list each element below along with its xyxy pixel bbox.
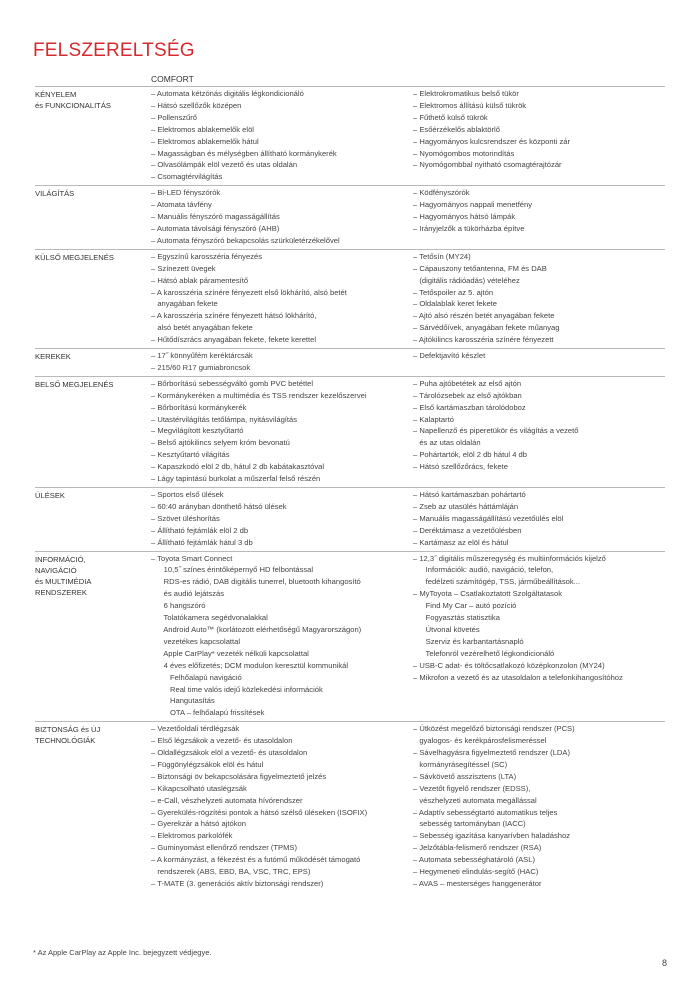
feature-item: – Deréktámasz a vezetőülésben: [413, 525, 522, 535]
grade-label: COMFORT: [151, 74, 194, 84]
feature-item: Apple CarPlay* vezeték nélküli kapcsolattal: [151, 648, 309, 658]
feature-item: 6 hangszóró: [151, 601, 206, 611]
feature-item: – Ajtókilincs karosszéria színére fényezett: [413, 335, 554, 345]
feature-column-right: [413, 723, 665, 890]
feature-item: – Hagyományos nappali menetfény: [413, 200, 533, 210]
feature-item: – Pohártartók, elöl 2 db hátul 4 db: [413, 450, 527, 460]
feature-item: – Hátsó kartámaszban pohártartó: [413, 490, 526, 499]
feature-column-right: [413, 553, 665, 720]
feature-item: – Esőérzékelős ablaktörlő: [413, 124, 500, 134]
feature-item: fedélzeti számítógép, TSS, járműbeállítások...: [413, 577, 580, 587]
feature-column-right: [413, 378, 665, 485]
feature-item: – T-MATE (3. generációs aktív biztonsági rendszer): [151, 879, 324, 888]
feature-item: – Oldalablak keret fekete: [413, 299, 498, 309]
feature-item: – Kesztyűtartó világítás: [151, 450, 230, 460]
feature-item: – 17˝ könnyűfém keréktárcsák: [151, 351, 253, 361]
feature-column-left: [151, 350, 413, 374]
feature-item: rendszerek (ABS, EBD, BA, VSC, TRC, EPS): [151, 867, 311, 877]
feature-item: – A karosszéria színére fényezett első lökhárító, alsó betét: [151, 287, 347, 297]
feature-item: 10,5˝ színes érintőképernyő HD felbontással: [151, 565, 314, 575]
feature-column-left: [151, 251, 413, 346]
feature-item: – Bőrborítású kormánykerék: [151, 402, 247, 412]
feature-item: Fogyasztás statisztika: [413, 613, 500, 623]
feature-item: – Kartámasz az elöl és hátul: [413, 537, 509, 547]
feature-item: – Belső ajtókilincs selyem króm bevonatú: [151, 438, 290, 448]
section-row: [35, 86, 665, 185]
feature-item: – Guminyomást ellenőrző rendszer (TPMS): [151, 843, 298, 853]
feature-column-right: [413, 88, 665, 183]
feature-item: – Sávelhagyásra figyelmeztető rendszer (LDA): [413, 748, 571, 758]
section-category: KEREKEK: [35, 352, 71, 362]
feature-item: – Színezett üvegek: [151, 263, 216, 273]
feature-item: – Hátsó szellőzőrács, fekete: [413, 462, 508, 472]
feature-item: 4 éves előfizetés; DCM modulon keresztül kommunikál: [151, 660, 349, 670]
feature-item: – Első kartámaszban tárolódoboz: [413, 402, 526, 412]
feature-item: – Függönylégzsákok elöl és hátul: [151, 759, 264, 769]
section-category: INFORMÁCIÓ, NAVIGÁCIÓ és MULTIMÉDIA RENDSZEREK: [35, 554, 92, 597]
feature-item: – Elektromos parkolófék: [151, 831, 233, 841]
feature-item: – Napellenző és piperetükör és világítás a vezető: [413, 426, 579, 436]
feature-item: – Ajtó alsó részén betét anyagában fekete: [413, 311, 555, 321]
feature-item: – Oldallégzsákok elöl a vezető- és utasoldalon: [151, 748, 308, 758]
page-number: 8: [661, 958, 667, 968]
feature-item: – Nyomógombbal nyitható csomagtérajtózár: [413, 160, 562, 170]
feature-item: – Állítható fejtámlák elöl 2 db: [151, 525, 249, 535]
feature-item: – Ködfényszórók: [413, 188, 470, 198]
feature-item: – Tetősín (MY24): [413, 251, 471, 261]
feature-item: alsó betét anyagában fekete: [151, 323, 253, 333]
feature-item: – 215/60 R17 gumiabroncsok: [151, 362, 251, 372]
feature-column-left: [151, 723, 413, 890]
feature-item: Útvonal követés: [413, 624, 480, 634]
feature-item: – Elektrokromatikus belső tükör: [413, 89, 519, 98]
feature-item: és az utas oldalán: [413, 438, 481, 448]
feature-item: OTA – felhőalapú frissítések: [151, 708, 265, 718]
feature-item: anyagában fekete: [151, 299, 218, 309]
feature-item: – Jelzőtábla-felismerő rendszer (RSA): [413, 843, 542, 853]
feature-item: RDS-es rádió, DAB digitális tunerrel, bluetooth kihangosító: [151, 577, 361, 587]
feature-item: – Vezetőoldali térdlégzsák: [151, 724, 240, 734]
feature-item: – Csomagtérvilágítás: [151, 172, 223, 182]
feature-column-left: [151, 489, 413, 549]
feature-item: – Hátsó szellőzők középen: [151, 100, 242, 110]
feature-item: – 60:40 arányban dönthető hátsó ülések: [151, 501, 287, 511]
feature-item: – Hegymeneti elindulás-segítő (HAC): [413, 867, 539, 877]
feature-column-left: [151, 187, 413, 247]
feature-item: Real time valós idejű közlekedési információk: [151, 684, 323, 694]
feature-item: – MyToyota – Csatlakoztatott Szolgáltatasok: [413, 589, 562, 599]
feature-item: Hangutasítás: [151, 696, 215, 706]
equipment-table: [35, 86, 665, 892]
feature-item: – Elektromos ablakemelők hátul: [151, 136, 259, 146]
section-category: KÉNYELEM és FUNKCIONALITÁS: [35, 90, 111, 110]
feature-item: Információk: audió, navigáció, telefon,: [413, 565, 554, 575]
feature-column-left: [151, 553, 413, 720]
section-row: [35, 551, 665, 722]
section-category: BIZTONSÁG és ÚJ TECHNOLÓGIÁK: [35, 725, 101, 746]
feature-item: – Magasságban és mélységben állítható kormánykerék: [151, 148, 337, 158]
feature-item: – Biztonsági öv bekapcsolására figyelmeztető jelzés: [151, 771, 327, 781]
feature-item: – Elektromos ablakemelők elöl: [151, 124, 254, 134]
feature-item: – Lágy tapintású burkolat a műszerfal felső részén: [151, 474, 321, 484]
feature-item: – Manuális fényszóró magasságállítás: [151, 212, 280, 222]
feature-item: – Olvasólámpák elöl vezető és utas oldalán: [151, 160, 298, 170]
feature-column-right: [413, 489, 665, 549]
feature-item: – Sebesség igazítása kanyarívben haladáshoz: [413, 831, 571, 841]
feature-item: – Tárolózsebek az első ajtókban: [413, 390, 522, 400]
feature-item: – Szövet üléshorítás: [151, 513, 220, 523]
feature-item: – USB-C adat- és töltőcsatlakozó középkonzolon (MY24): [413, 660, 605, 670]
feature-item: – Automata fényszóró bekapcsolás szürkületérzékelővel: [151, 235, 340, 245]
feature-item: – 12,3˝ digitális műszeregység és multiinformációs kijelző: [413, 553, 606, 563]
feature-item: kormányrásegítéssel (SC): [413, 759, 508, 769]
feature-item: – Hátsó ablak páramentesítő: [151, 275, 249, 285]
feature-item: – Atomata távfény: [151, 200, 212, 210]
feature-item: – Manuális magasságállítású vezetőülés elöl: [413, 513, 564, 523]
feature-item: – Bi-LED fényszórók: [151, 188, 221, 198]
feature-item: – AVAS – mesterséges hanggenerátor: [413, 879, 542, 888]
section-row: [35, 721, 665, 892]
feature-item: Tolatókamera segédvonalakkal: [151, 613, 268, 623]
feature-item: – Pollenszűrő: [151, 112, 198, 122]
feature-item: – Mikrofon a vezető és az utasoldalon a telefonkihangosítóhoz: [413, 672, 623, 682]
feature-column-right: [413, 350, 665, 374]
feature-item: – Vezetőt figyelő rendszer (EDSS),: [413, 783, 531, 793]
feature-item: Felhőalapú navigáció: [151, 672, 242, 682]
feature-item: (digitális rádióadás) vételéhez: [413, 275, 520, 285]
feature-item: – Bőrborítású sebességváltó gomb PVC betéttel: [151, 378, 314, 388]
feature-item: sebesség tartományban (IACC): [413, 819, 526, 829]
feature-column-left: [151, 378, 413, 485]
feature-item: – Utastérvilágítás tetőlámpa, nyitásvilágítás: [151, 414, 298, 424]
section-row: [35, 376, 665, 487]
feature-item: Szerviz és karbantartásnapló: [413, 636, 524, 646]
footnote: * Az Apple CarPlay az Apple Inc. bejegyzett védjegye.: [33, 948, 212, 957]
feature-item: Telefonról vezérelhető légkondicionáló: [413, 648, 555, 658]
feature-item: – Toyota Smart Connect: [151, 553, 233, 563]
feature-item: – Megvilágított kesztyűtartó: [151, 426, 244, 436]
feature-column-right: [413, 251, 665, 346]
feature-item: – Tetőspoiler az 5. ajtón: [413, 287, 494, 297]
feature-item: vezetékes kapcsolattal: [151, 636, 241, 646]
section-row: [35, 487, 665, 551]
section-category: BELSŐ MEGJELENÉS: [35, 379, 114, 389]
feature-item: – Kalaptartó: [413, 414, 454, 424]
feature-item: – Automata sebességhatároló (ASL): [413, 855, 535, 865]
section-category: KÜLSŐ MEGJELENÉS: [35, 252, 114, 262]
feature-item: – Sárvédőívek, anyagában fekete műanyag: [413, 323, 560, 333]
feature-item: – A kormányzást, a fékezést és a futómű működését támogató: [151, 855, 361, 865]
section-category: VILÁGÍTÁS: [35, 189, 75, 199]
feature-item: – Első légzsákok a vezető- és utasoldalon: [151, 736, 293, 746]
feature-item: – Puha ajtóbetétek az első ajtón: [413, 378, 522, 388]
feature-item: – Gyerekzár a hátsó ajtókon: [151, 819, 246, 829]
feature-item: – Hűtődíszrács anyagában fekete, fekete kerettel: [151, 335, 317, 345]
feature-item: – Automata kétzónás digitális légkondicionáló: [151, 89, 304, 98]
feature-item: – Hagyományos hátsó lámpák: [413, 212, 516, 222]
feature-item: – Állítható fejtámlák hátul 3 db: [151, 537, 253, 547]
section-category: ÜLÉSEK: [35, 491, 65, 500]
section-row: [35, 348, 665, 376]
feature-item: – Sávkövető asszisztens (LTA): [413, 771, 517, 781]
feature-item: és audió lejátszás: [151, 589, 225, 599]
feature-column-right: [413, 187, 665, 247]
section-row: [35, 249, 665, 348]
feature-item: – Hagyományos kulcsrendszer és központi zár: [413, 136, 571, 146]
feature-item: vészhelyzeti automata megállással: [413, 795, 537, 805]
feature-item: – Kormánykeréken a multimédia és TSS rendszer kezelőszervei: [151, 390, 367, 400]
feature-item: – Irányjelzők a tükörházba építve: [413, 223, 525, 233]
feature-item: – Cápauszony tetőantenna, FM és DAB: [413, 263, 547, 273]
page-title: FELSZERELTSÉG: [33, 40, 195, 61]
feature-item: – Automata távolsági fényszóró (AHB): [151, 223, 280, 233]
feature-item: – Fűthető külső tükrök: [413, 112, 488, 122]
feature-item: – Kapaszkodó elöl 2 db, hátul 2 db kabátakasztóval: [151, 462, 325, 472]
feature-item: gyalogos- és kerékpárosfelismeréssel: [413, 736, 547, 746]
feature-column-left: [151, 88, 413, 183]
feature-item: Android Auto™ (korlátozott elérhetőségű Magyarországon): [151, 624, 362, 634]
feature-item: – Egyszínű karosszéria fényezés: [151, 251, 263, 261]
feature-item: – e-Call, vészhelyzeti automata hívórendszer: [151, 795, 303, 805]
feature-item: – Kikapcsolható utaslégzsák: [151, 783, 247, 793]
feature-item: – Defektjavító készlet: [413, 351, 486, 361]
feature-item: – Adaptív sebességtartó automatikus teljes: [413, 807, 558, 817]
feature-item: Find My Car – autó pozíció: [413, 601, 517, 611]
feature-item: – Zseb az utasülés háttámláján: [413, 501, 519, 511]
feature-item: – Elektromos állítású külső tükrök: [413, 100, 527, 110]
feature-item: – Nyomógombos motorindítás: [413, 148, 515, 158]
feature-item: – Gyerekülés-rögzítési pontok a hátsó szélső üléseken (ISOFIX): [151, 807, 368, 817]
section-row: [35, 185, 665, 249]
feature-item: – Sportos első ülések: [151, 490, 224, 499]
feature-item: – A karosszéria színére fényezett hátsó lökhárító,: [151, 311, 317, 321]
feature-item: – Ütközést megelőző biztonsági rendszer (PCS): [413, 724, 575, 734]
